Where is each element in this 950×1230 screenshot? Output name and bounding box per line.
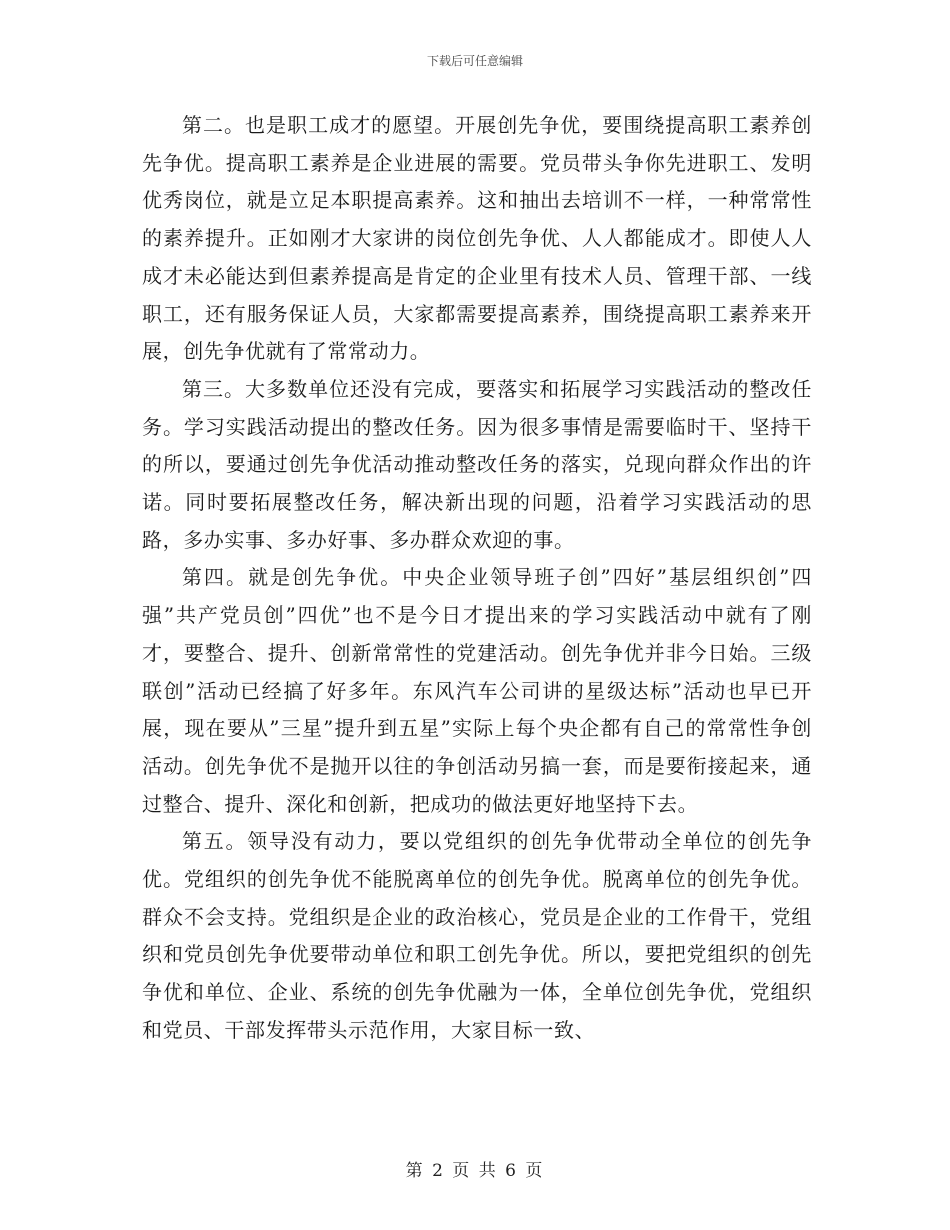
paragraph-fourth: 第四。就是创先争优。中央企业领导班子创”四好”基层组织创”四强”共产党员创”四优”也不是今日才提出来的学习实践活动中就有了刚才，要整合、提升、创新常常性的党建活动。创先争优并非今日始。三级联创”活动已经搞了好多年。东风汽车公司讲的星级达标”活动也早已开展，现在要从”三星”提升到五星”实际上每个央企都有自己的常常性争创活动。创先争优不是抛开以往的争创活动另搞一套，而是要衔接起来，通过整合、提升、深化和创新，把成功的做法更好地坚持下去。 <box>142 565 812 816</box>
document-body <box>142 107 812 1050</box>
paragraph-third: 第三。大多数单位还没有完成，要落实和拓展学习实践活动的整改任务。学习实践活动提出的整改任务。因为很多事情是需要临时干、坚持干的所以，要通过创先争优活动推动整改任务的落实，兑现向群众作出的许诺。同时要拓展整改任务，解决新出现的问题，沿着学习实践活动的思路，多办实事、多办好事、多办群众欢迎的事。 <box>142 376 812 552</box>
paragraph-fifth: 第五。领导没有动力，要以党组织的创先争优带动全单位的创先争优。党组织的创先争优不能脱离单位的创先争优。脱离单位的创先争优。群众不会支持。党组织是企业的政治核心，党员是企业的工作骨干，党组织和党员创先争优要带动单位和职工创先争优。所以，要把党组织的创先争优和单位、企业、系统的创先争优融为一体，全单位创先争优，党组织和党员、干部发挥带头示范作用，大家目标一致、 <box>142 829 812 1042</box>
page-header-note: 下载后可任意编辑 <box>426 54 523 68</box>
page-number-footer: 第 2 页 共 6 页 <box>405 1161 545 1181</box>
paragraph-second: 第二。也是职工成才的愿望。开展创先争优，要围绕提高职工素养创先争优。提高职工素养是企业进展的需要。党员带头争你先进职工、发明优秀岗位，就是立足本职提高素养。这和抽出去培训不一样，一种常常性的素养提升。正如刚才大家讲的岗位创先争优、人人都能成才。即使人人成才未必能达到但素养提高是肯定的企业里有技术人员、管理干部、一线职工，还有服务保证人员，大家都需要提高素养，围绕提高职工素养来开展，创先争优就有了常常动力。 <box>142 113 812 364</box>
